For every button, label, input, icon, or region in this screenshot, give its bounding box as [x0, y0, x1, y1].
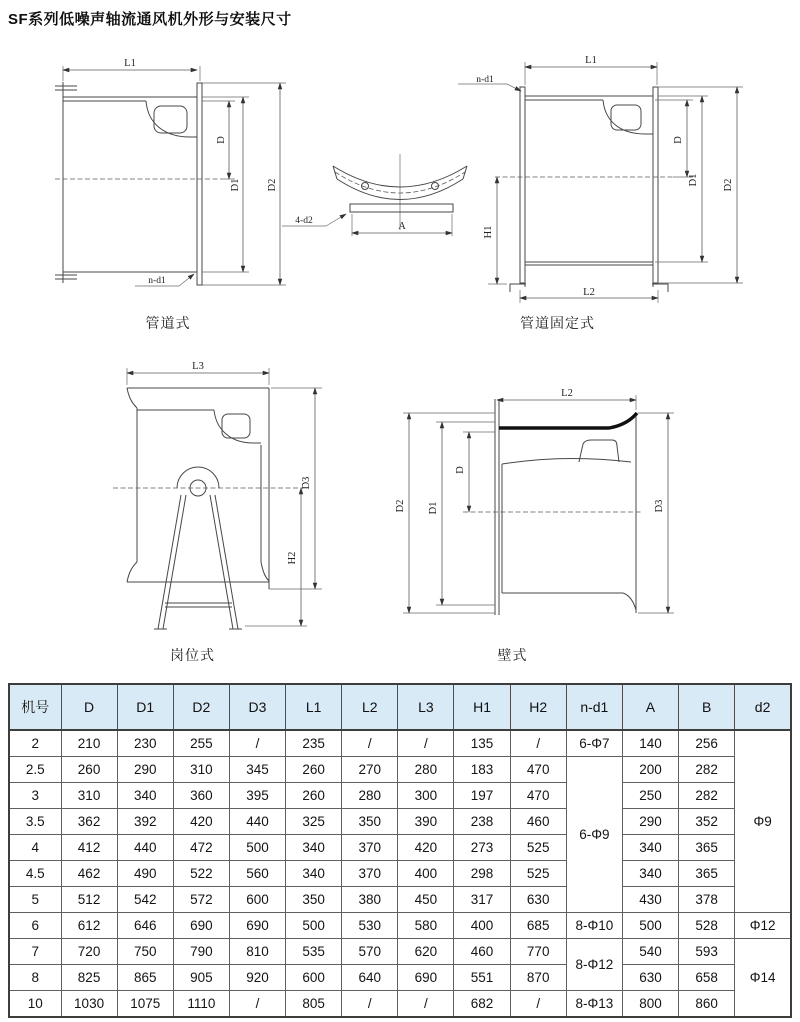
column-header-d2: d2 [735, 684, 791, 730]
table-cell: 512 [61, 887, 117, 913]
table-cell: 183 [454, 757, 510, 783]
column-header-机号: 机号 [9, 684, 61, 730]
table-cell: 470 [510, 783, 566, 809]
table-cell: 3 [9, 783, 61, 809]
table-cell: Φ9 [735, 730, 791, 913]
fan-body [495, 87, 673, 292]
wall-type-drawing [385, 378, 695, 646]
column-header-L3: L3 [398, 684, 454, 730]
table-cell: 658 [679, 965, 735, 991]
table-cell: 535 [286, 939, 342, 965]
table-cell: 500 [622, 913, 678, 939]
dim-label-h1: H1 [483, 225, 494, 239]
table-row [9, 861, 791, 887]
column-header-H2: H2 [510, 684, 566, 730]
table-cell: 500 [229, 835, 285, 861]
dim-label-d: D [455, 466, 466, 474]
table-cell: 400 [454, 913, 510, 939]
table-cell: Φ12 [735, 913, 791, 939]
table-cell: 420 [173, 809, 229, 835]
table-cell: 1030 [61, 991, 117, 1018]
table-cell: / [229, 730, 285, 757]
table-cell: 238 [454, 809, 510, 835]
table-cell: 810 [229, 939, 285, 965]
table-cell: 612 [61, 913, 117, 939]
duct-type-drawing [30, 55, 300, 305]
table-cell: 630 [622, 965, 678, 991]
table-cell: 462 [61, 861, 117, 887]
table-cell: 412 [61, 835, 117, 861]
table-cell: 365 [679, 835, 735, 861]
table-cell: 340 [117, 783, 173, 809]
table-cell: 525 [510, 861, 566, 887]
table-row [9, 757, 791, 783]
table-cell: 640 [342, 965, 398, 991]
table-cell: 6-Φ7 [566, 730, 622, 757]
table-cell: 260 [61, 757, 117, 783]
table-cell: 270 [342, 757, 398, 783]
table-cell: 273 [454, 835, 510, 861]
table-cell: 770 [510, 939, 566, 965]
table-cell: 560 [229, 861, 285, 887]
table-cell: 440 [117, 835, 173, 861]
table-cell: 690 [173, 913, 229, 939]
table-cell: 255 [173, 730, 229, 757]
table-cell: 390 [398, 809, 454, 835]
table-cell: 500 [286, 913, 342, 939]
table-cell: 256 [679, 730, 735, 757]
table-cell: 235 [286, 730, 342, 757]
table-cell: 6-Φ9 [566, 757, 622, 913]
table-cell: 1075 [117, 991, 173, 1018]
dim-label-a: A [398, 221, 406, 232]
column-header-B: B [679, 684, 735, 730]
table-cell: 420 [398, 835, 454, 861]
table-cell: 685 [510, 913, 566, 939]
dim-label-h2: H2 [287, 551, 298, 565]
table-cell: 860 [679, 991, 735, 1018]
caption-wall-type: 壁式 [497, 647, 528, 663]
table-cell: 310 [61, 783, 117, 809]
table-row [9, 965, 791, 991]
table-cell: 345 [229, 757, 285, 783]
table-cell: 600 [229, 887, 285, 913]
table-cell: 400 [398, 861, 454, 887]
dim-label-nd1: n-d1 [476, 75, 494, 85]
table-cell: 525 [510, 835, 566, 861]
table-cell: 300 [398, 783, 454, 809]
table-header-row [9, 684, 791, 730]
table-cell: 395 [229, 783, 285, 809]
table-cell: 290 [117, 757, 173, 783]
table-cell: 8-Φ12 [566, 939, 622, 991]
table-cell: / [510, 730, 566, 757]
table-cell: 360 [173, 783, 229, 809]
table-cell: 370 [342, 835, 398, 861]
table-cell: / [342, 730, 398, 757]
table-cell: 790 [173, 939, 229, 965]
table-cell: / [510, 991, 566, 1018]
table-cell: 460 [454, 939, 510, 965]
table-cell: 340 [286, 835, 342, 861]
table-cell: 593 [679, 939, 735, 965]
table-cell: 8 [9, 965, 61, 991]
duct-fixed-type-drawing [455, 50, 800, 312]
table-cell: 472 [173, 835, 229, 861]
table-cell: 340 [622, 835, 678, 861]
table-cell: 8-Φ10 [566, 913, 622, 939]
dim-label-d1: D1 [688, 173, 699, 187]
table-cell: 10 [9, 991, 61, 1018]
caption-duct-fixed-type: 管道固定式 [520, 315, 595, 331]
fan-body [113, 388, 303, 589]
column-header-L1: L1 [286, 684, 342, 730]
dim-label-nd1: n-d1 [148, 276, 166, 286]
dim-label-l3: L3 [192, 361, 204, 372]
table-cell: 690 [229, 913, 285, 939]
table-cell: 865 [117, 965, 173, 991]
dimension-lines [127, 368, 322, 626]
table-cell: 646 [117, 913, 173, 939]
dim-label-d1: D1 [230, 178, 241, 192]
table-cell: 528 [679, 913, 735, 939]
table-row [9, 939, 791, 965]
table-cell: 4.5 [9, 861, 61, 887]
dimension-lines [63, 66, 286, 286]
table-cell: 600 [286, 965, 342, 991]
table-cell: 870 [510, 965, 566, 991]
column-header-D2: D2 [173, 684, 229, 730]
dim-label-d3: D3 [654, 499, 665, 513]
table-cell: 317 [454, 887, 510, 913]
stand-legs [154, 495, 242, 629]
column-header-H1: H1 [454, 684, 510, 730]
table-cell: 2 [9, 730, 61, 757]
table-cell: / [398, 730, 454, 757]
caption-post-type: 岗位式 [170, 647, 215, 663]
dim-label-d3: D3 [301, 476, 312, 490]
table-cell: 260 [286, 783, 342, 809]
table-cell: 440 [229, 809, 285, 835]
table-cell: 542 [117, 887, 173, 913]
table-cell: 280 [398, 757, 454, 783]
table-cell: 8-Φ13 [566, 991, 622, 1018]
table-cell: 298 [454, 861, 510, 887]
dim-label-l1: L1 [124, 58, 136, 69]
table-row [9, 835, 791, 861]
table-cell: 352 [679, 809, 735, 835]
table-cell: / [398, 991, 454, 1018]
table-cell: 365 [679, 861, 735, 887]
table-cell: 720 [61, 939, 117, 965]
table-cell: 325 [286, 809, 342, 835]
table-cell: 522 [173, 861, 229, 887]
table-cell: 920 [229, 965, 285, 991]
table-cell: 750 [117, 939, 173, 965]
table-cell: 540 [622, 939, 678, 965]
table-cell: 310 [173, 757, 229, 783]
fan-body [55, 82, 220, 285]
table-cell: 570 [342, 939, 398, 965]
table-cell: 135 [454, 730, 510, 757]
table-cell: 282 [679, 757, 735, 783]
table-cell: / [229, 991, 285, 1018]
column-header-D3: D3 [229, 684, 285, 730]
table-cell: 5 [9, 887, 61, 913]
table-cell: 250 [622, 783, 678, 809]
dim-label-d: D [216, 136, 227, 144]
table-cell: 362 [61, 809, 117, 835]
table-cell: 620 [398, 939, 454, 965]
column-header-D1: D1 [117, 684, 173, 730]
table-cell: 340 [622, 861, 678, 887]
table-cell: 530 [342, 913, 398, 939]
table-row [9, 730, 791, 757]
dim-label-d1: D1 [428, 501, 439, 515]
table-cell: 805 [286, 991, 342, 1018]
column-header-L2: L2 [342, 684, 398, 730]
table-cell: 230 [117, 730, 173, 757]
dim-label-l1: L1 [585, 55, 597, 66]
dim-label-4d2: 4-d2 [295, 216, 313, 226]
table-cell: 290 [622, 809, 678, 835]
table-cell: 430 [622, 887, 678, 913]
table-row [9, 809, 791, 835]
post-type-drawing [85, 353, 335, 643]
saddle-bracket [333, 154, 467, 230]
table-cell: 378 [679, 887, 735, 913]
dim-label-d: D [673, 136, 684, 144]
table-cell: / [342, 991, 398, 1018]
table-cell: 4 [9, 835, 61, 861]
table-cell: 340 [286, 861, 342, 887]
table-cell: 260 [286, 757, 342, 783]
table-cell: 392 [117, 809, 173, 835]
table-cell: 490 [117, 861, 173, 887]
column-header-A: A [622, 684, 678, 730]
table-cell: 370 [342, 861, 398, 887]
table-cell: 380 [342, 887, 398, 913]
table-cell: 682 [454, 991, 510, 1018]
table-cell: 2.5 [9, 757, 61, 783]
column-header-D: D [61, 684, 117, 730]
table-cell: 572 [173, 887, 229, 913]
table-cell: 905 [173, 965, 229, 991]
table-cell: 800 [622, 991, 678, 1018]
table-cell: 551 [454, 965, 510, 991]
dim-label-l2: L2 [583, 287, 595, 298]
table-cell: 690 [398, 965, 454, 991]
table-row [9, 991, 791, 1018]
table-cell: 580 [398, 913, 454, 939]
table-cell: 282 [679, 783, 735, 809]
dim-label-l2: L2 [561, 388, 573, 399]
table-cell: 280 [342, 783, 398, 809]
table-row [9, 887, 791, 913]
dimension-table [8, 683, 792, 1018]
dim-label-d2: D2 [395, 499, 406, 513]
fan-body [463, 399, 641, 615]
caption-duct-type: 管道式 [145, 315, 191, 331]
table-cell: 210 [61, 730, 117, 757]
dim-label-d2: D2 [723, 178, 734, 192]
table-cell: 6 [9, 913, 61, 939]
table-cell: 140 [622, 730, 678, 757]
table-row [9, 783, 791, 809]
table-cell: Φ14 [735, 939, 791, 1018]
table-cell: 630 [510, 887, 566, 913]
table-cell: 350 [286, 887, 342, 913]
column-header-n-d1: n-d1 [566, 684, 622, 730]
table-cell: 7 [9, 939, 61, 965]
table-cell: 825 [61, 965, 117, 991]
table-cell: 450 [398, 887, 454, 913]
table-cell: 197 [454, 783, 510, 809]
table-cell: 200 [622, 757, 678, 783]
table-cell: 460 [510, 809, 566, 835]
table-cell: 350 [342, 809, 398, 835]
page-title: SF系列低噪声轴流通风机外形与安装尺寸 [8, 11, 292, 28]
dim-label-d2: D2 [267, 178, 278, 192]
table-row [9, 913, 791, 939]
table-cell: 470 [510, 757, 566, 783]
dimension-lines [458, 62, 743, 303]
table-cell: 1110 [173, 991, 229, 1018]
table-cell: 3.5 [9, 809, 61, 835]
